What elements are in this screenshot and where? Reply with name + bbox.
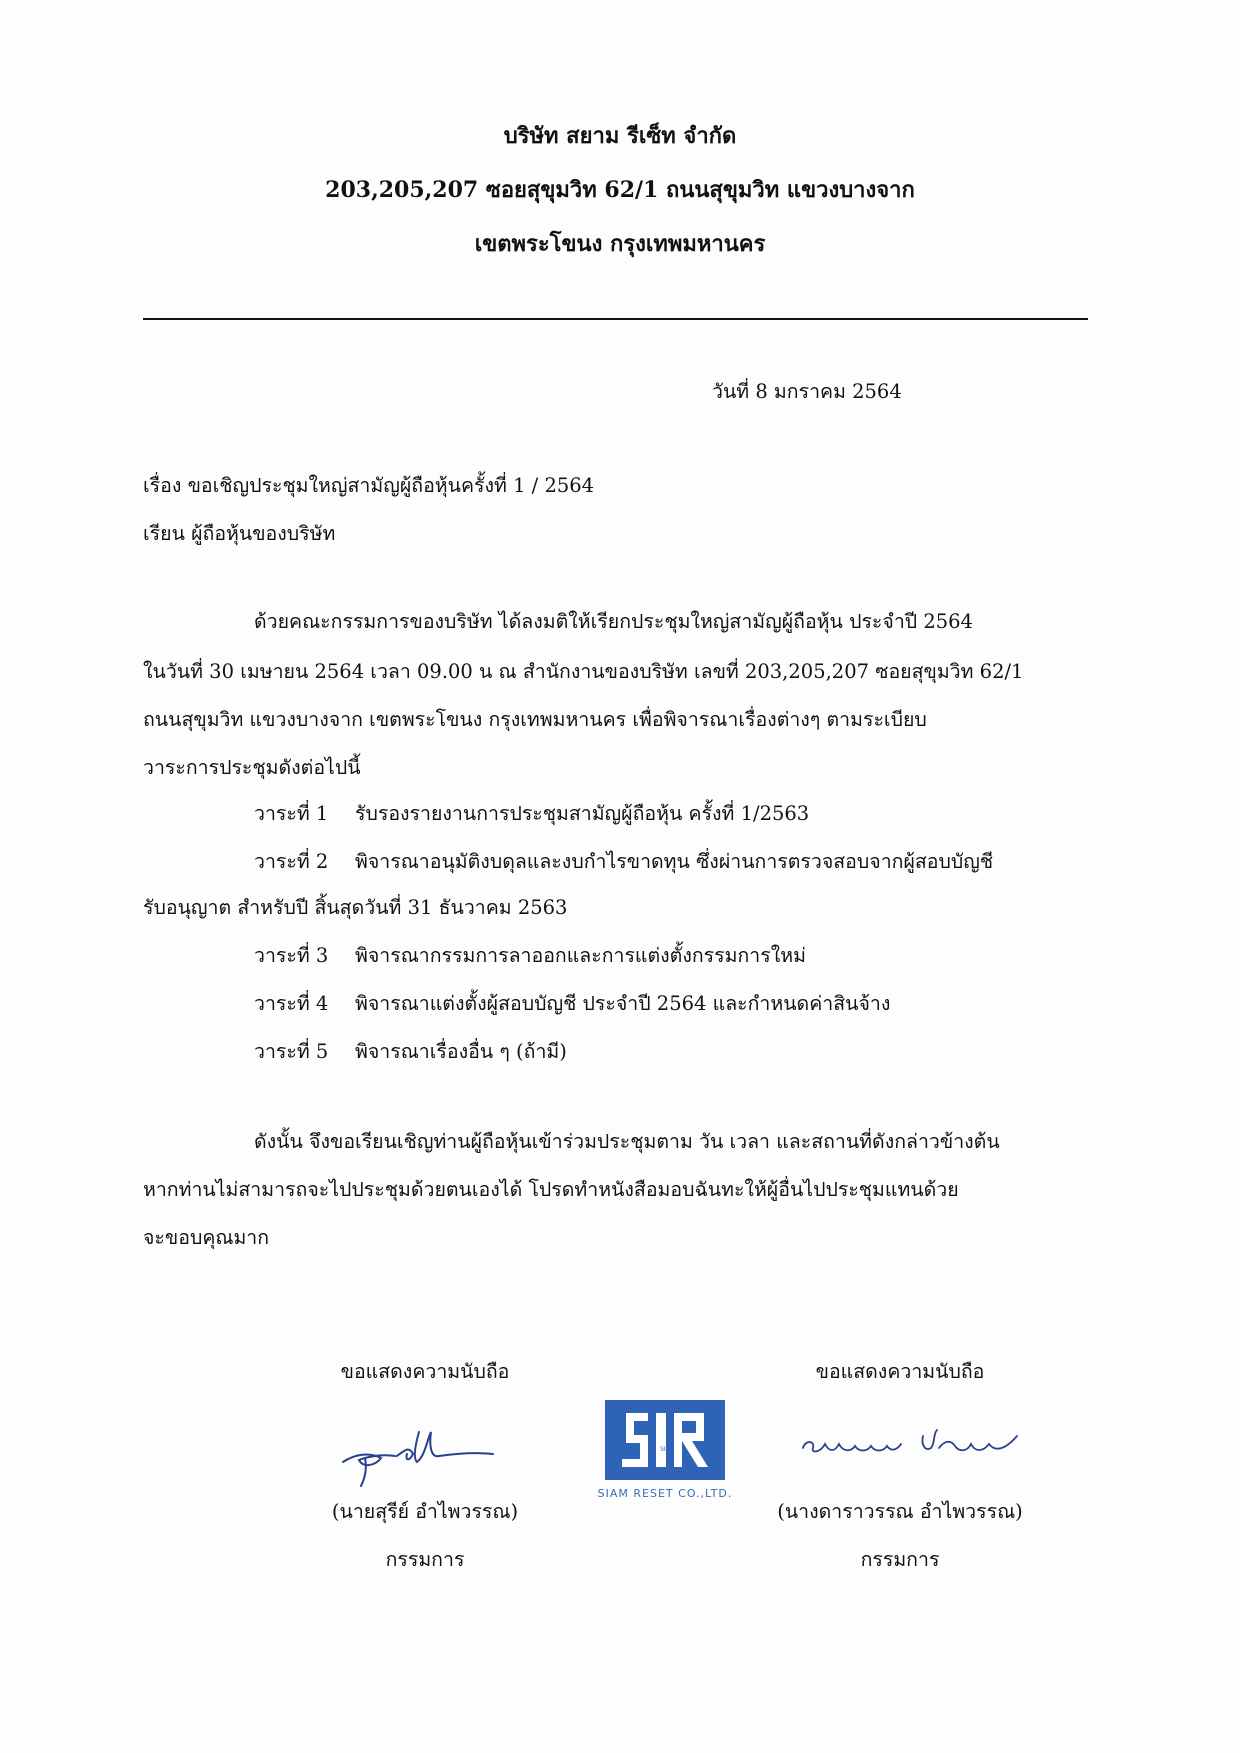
header-divider [143,318,1088,320]
agenda-item-2: พิจารณาอนุมัติงบดุลและงบกำไรขาดทุน ซึ่งผ่านการตรวจสอบจากผู้สอบบัญชี [355,850,994,873]
signatory-position-right: กรรมการ [860,1548,940,1571]
letter-recipient: เรียน ผู้ถือหุ้นของบริษัท [143,522,336,545]
closing-line-3: จะขอบคุณมาก [143,1226,270,1249]
company-address-line2: เขตพระโขนง กรุงเทพมหานคร [474,231,766,257]
company-seal-caption: SIAM RESET CO.,LTD. [597,1487,733,1500]
agenda-item-2-continuation: รับอนุญาต สำหรับปี สิ้นสุดวันที่ 31 ธันวาคม 2563 [143,896,568,919]
company-name: บริษัท สยาม รีเซ็ท จำกัด [503,123,737,149]
logo-text: SIR [660,1446,670,1453]
signatory-name-left: (นายสุรีย์ อำไพวรรณ) [331,1500,519,1523]
intro-line-3: ถนนสุขุมวิท แขวงบางจาก เขตพระโขนง กรุงเทพมหานคร เพื่อพิจารณาเรื่องต่างๆ ตามระเบียบ [143,708,927,731]
agenda-item-5: พิจารณาเรื่องอื่น ๆ (ถ้ามี) [355,1040,567,1063]
intro-line-1: ด้วยคณะกรรมการของบริษัท ได้ลงมติให้เรียกประชุมใหญ่สามัญผู้ถือหุ้น ประจำปี 2564 [254,610,973,633]
intro-line-2: ในวันที่ 30 เมษายน 2564 เวลา 09.00 น ณ สำนักงานของบริษัท เลขที่ 203,205,207 ซอยสุขุมวิท 62/1 [143,660,1024,683]
signatory-position-left: กรรมการ [385,1548,465,1571]
regards-right: ขอแสดงความนับถือ [815,1360,985,1383]
regards-left: ขอแสดงความนับถือ [340,1360,510,1383]
company-address-line1: 203,205,207 ซอยสุขุมวิท 62/1 ถนนสุขุมวิท แขวงบางจาก [325,177,915,203]
agenda-item-4: พิจารณาแต่งตั้งผู้สอบบัญชี ประจำปี 2564 และกำหนดค่าสินจ้าง [355,992,891,1015]
agenda-item-1: รับรองรายงานการประชุมสามัญผู้ถือหุ้น ครั้งที่ 1/2563 [355,802,810,825]
intro-line-4: วาระการประชุมดังต่อไปนี้ [143,756,361,779]
closing-line-2: หากท่านไม่สามารถจะไปประชุมด้วยตนเองได้ โปรดทำหนังสือมอบฉันทะให้ผู้อื่นไปประชุมแทนด้วย [143,1178,959,1201]
agenda-label-5: วาระที่ 5 [254,1040,329,1063]
agenda-label-1: วาระที่ 1 [254,802,329,825]
signatory-name-right: (นางดาราวรรณ อำไพวรรณ) [777,1500,1023,1523]
company-logo-icon [604,1399,726,1481]
agenda-item-3: พิจารณากรรมการลาออกและการแต่งตั้งกรรมการใหม่ [355,944,806,967]
closing-line-1: ดังนั้น จึงขอเรียนเชิญท่านผู้ถือหุ้นเข้าร่วมประชุมตาม วัน เวลา และสถานที่ดังกล่าวข้างต้น [254,1130,1000,1153]
letter-subject: เรื่อง ขอเชิญประชุมใหญ่สามัญผู้ถือหุ้นครั้งที่ 1 / 2564 [143,474,595,497]
signature-right-icon [795,1418,1035,1468]
agenda-label-4: วาระที่ 4 [254,992,329,1015]
agenda-label-3: วาระที่ 3 [254,944,329,967]
letter-date: วันที่ 8 มกราคม 2564 [712,380,902,403]
agenda-label-2: วาระที่ 2 [254,850,329,873]
signature-left-icon [335,1410,500,1490]
